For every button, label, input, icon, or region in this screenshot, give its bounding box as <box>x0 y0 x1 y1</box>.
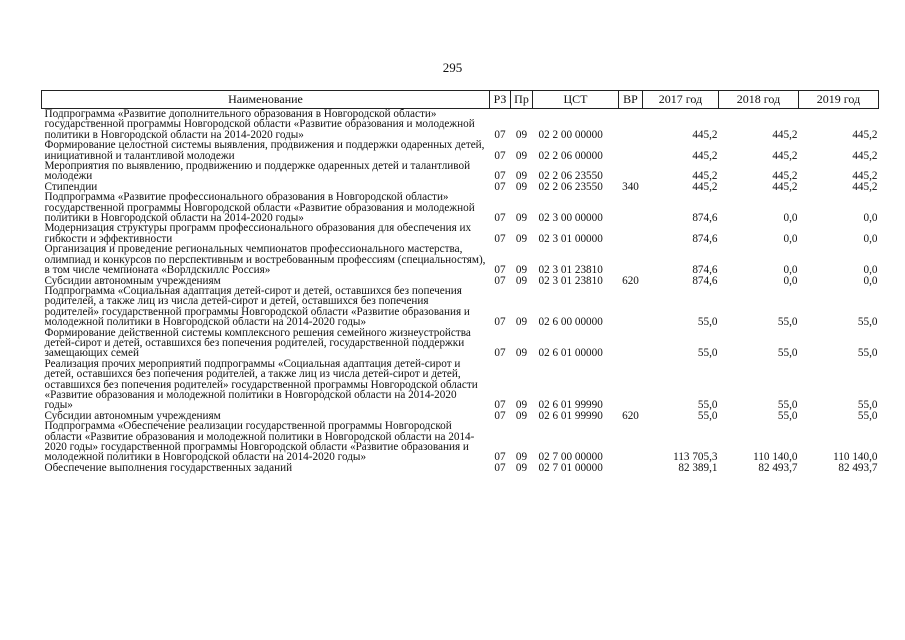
row-rz: 07 <box>494 409 506 422</box>
header-2017: 2017 год <box>643 91 719 109</box>
row-pr: 09 <box>515 399 528 412</box>
header-rz: РЗ <box>490 91 511 109</box>
row-vr <box>619 421 643 463</box>
table-row <box>42 192 879 223</box>
row-value-2019: 110 140,0 <box>833 451 878 464</box>
row-cst: 02 3 01 23810 <box>538 274 603 287</box>
row-name: Стипендии <box>44 180 98 193</box>
row-value-2017: 55,0 <box>697 316 718 329</box>
row-value-2019: 0,0 <box>863 232 878 245</box>
row-value-2017: 55,0 <box>697 399 718 412</box>
row-cst: 02 2 06 23550 <box>538 170 603 183</box>
row-rz: 07 <box>494 347 506 360</box>
row-name: Субсидии автономным учреждениям <box>44 409 221 422</box>
row-value-2017: 874,6 <box>692 212 718 225</box>
row-cst: 02 6 01 00000 <box>538 347 603 360</box>
row-pr: 09 <box>515 409 528 422</box>
row-value-2017: 874,6 <box>692 274 718 287</box>
table-row <box>42 286 879 328</box>
row-name: Подпрограмма «Развитие профессионального образования в Новгородской области» государственной программы Новгородской области «Развитие образования и молодежной политики в Новгородской области на 2014-2020 годы» <box>44 191 475 225</box>
row-vr <box>619 328 643 359</box>
row-rz: 07 <box>494 212 506 225</box>
row-value-2018: 445,2 <box>772 128 798 141</box>
row-value-2017: 445,2 <box>692 170 718 183</box>
table-row <box>42 244 879 275</box>
header-cst: ЦСТ <box>533 91 619 109</box>
row-name: Модернизация структуры программ профессионального образования для обеспечения их гибкости и эффективности <box>44 222 472 245</box>
header-vr: ВР <box>619 91 643 109</box>
row-cst: 02 7 01 00000 <box>538 461 603 474</box>
row-rz: 07 <box>494 461 506 474</box>
row-vr: 340 <box>622 180 639 193</box>
row-vr <box>619 140 643 161</box>
row-name: Подпрограмма «Социальная адаптация детей-сирот и детей, оставшихся без попечения родителей, а также лиц из числа детей-сирот и детей, оставшихся без попечения родителей» государственной программы Новгородской области «Развитие образования и молодежной политики в Новгородской области на 2014-2020 годы» <box>44 284 470 329</box>
header-2019: 2019 год <box>799 91 879 109</box>
table-body <box>42 109 879 474</box>
row-value-2017: 82 389,1 <box>678 461 718 474</box>
row-pr: 09 <box>515 149 528 162</box>
row-pr: 09 <box>515 264 528 277</box>
row-vr <box>619 192 643 223</box>
row-rz: 07 <box>494 316 506 329</box>
row-vr <box>619 286 643 328</box>
row-value-2019: 55,0 <box>857 316 878 329</box>
row-pr: 09 <box>515 128 528 141</box>
row-cst: 02 6 01 99990 <box>538 409 603 422</box>
row-value-2018: 55,0 <box>777 399 798 412</box>
row-rz: 07 <box>494 149 506 162</box>
row-vr <box>619 109 643 141</box>
row-rz: 07 <box>494 170 506 183</box>
table-row <box>42 421 879 463</box>
row-cst: 02 2 06 23550 <box>538 180 603 193</box>
row-vr <box>619 463 643 473</box>
row-name: Субсидии автономным учреждениям <box>44 274 221 287</box>
row-value-2018: 0,0 <box>783 212 798 225</box>
table-row <box>42 109 879 141</box>
row-pr: 09 <box>515 232 528 245</box>
row-name: Реализация прочих мероприятий подпрограммы «Социальная адаптация детей-сирот и детей, оставшихся без попечения родителей, а также лиц из числа детей-сирот и детей, оставшихся без попечения родителей» государственной программы Новгородской области «Развитие образования и молодежной политики в Новгородской области на 2014-2020 годы» <box>44 357 478 412</box>
row-pr: 09 <box>515 347 528 360</box>
row-vr <box>619 359 643 411</box>
row-value-2019: 445,2 <box>852 180 878 193</box>
row-value-2017: 874,6 <box>692 232 718 245</box>
budget-table <box>41 90 879 473</box>
row-rz: 07 <box>494 128 506 141</box>
row-value-2019: 55,0 <box>857 399 878 412</box>
row-rz: 07 <box>494 274 506 287</box>
page-number: 295 <box>442 60 463 75</box>
table-row <box>42 328 879 359</box>
row-name: Формирование действенной системы комплексного решения семейного жизнеустройства детей-сирот и детей, оставшихся без попечения родителей, государственной поддержки замещающих семей <box>44 326 471 360</box>
row-name: Мероприятия по выявлению, продвижению и поддержке одаренных детей и талантливой молодежи <box>44 160 471 183</box>
row-rz: 07 <box>494 399 506 412</box>
row-name: Подпрограмма «Обеспечение реализации государственной программы Новгородской области «Развитие образования и молодежной политики в Новгородской области на 2014-2020 годы» государственной программы Новгородской области «Развитие образования и молодежной политики в Новгородской области на 2014-2020 годы» <box>44 420 475 464</box>
row-vr: 620 <box>622 274 639 287</box>
row-name: Формирование целостной системы выявления, продвижения и поддержки одаренных детей, инициативной и талантливой молодежи <box>44 139 485 162</box>
row-value-2017: 874,6 <box>692 264 718 277</box>
row-value-2019: 55,0 <box>857 347 878 360</box>
row-value-2018: 445,2 <box>772 180 798 193</box>
table-row <box>42 223 879 244</box>
row-value-2018: 445,2 <box>772 149 798 162</box>
row-value-2017: 445,2 <box>692 180 718 193</box>
row-vr <box>619 161 643 182</box>
row-value-2019: 0,0 <box>863 264 878 277</box>
header-pr: Пр <box>511 91 533 109</box>
row-rz: 07 <box>494 180 506 193</box>
row-value-2019: 445,2 <box>852 128 878 141</box>
row-value-2018: 0,0 <box>783 232 798 245</box>
table-row <box>42 161 879 182</box>
row-value-2017: 445,2 <box>692 128 718 141</box>
row-rz: 07 <box>494 451 506 464</box>
row-name: Подпрограмма «Развитие дополнительного образования в Новгородской области» государственной программы Новгородской области «Развитие образования и молодежной политики в Новгородской области на 2014-2020 годы» <box>44 108 475 141</box>
row-pr: 09 <box>515 180 528 193</box>
row-pr: 09 <box>515 274 528 287</box>
table-row <box>42 359 879 411</box>
row-vr <box>619 223 643 244</box>
row-pr: 09 <box>515 316 528 329</box>
row-value-2019: 82 493,7 <box>838 461 878 474</box>
header-2018: 2018 год <box>719 91 799 109</box>
row-value-2019: 0,0 <box>863 274 878 287</box>
row-cst: 02 6 00 00000 <box>538 316 603 329</box>
row-value-2017: 55,0 <box>697 409 718 422</box>
row-value-2019: 445,2 <box>852 170 878 183</box>
row-pr: 09 <box>515 461 528 474</box>
row-cst: 02 3 00 00000 <box>538 212 603 225</box>
row-value-2018: 55,0 <box>777 409 798 422</box>
table-row <box>42 463 879 473</box>
row-value-2018: 55,0 <box>777 316 798 329</box>
row-value-2019: 445,2 <box>852 149 878 162</box>
row-value-2017: 445,2 <box>692 149 718 162</box>
row-pr: 09 <box>515 212 528 225</box>
row-value-2019: 55,0 <box>857 409 878 422</box>
row-cst: 02 2 00 00000 <box>538 128 603 141</box>
row-name: Организация и проведение региональных чемпионатов профессионального мастерства, олимпиад и конкурсов по перспективным и востребованным профессиям (специальностям), в том числе чемпионата «Ворлдскиллс Россия» <box>44 243 486 277</box>
row-name: Обеспечение выполнения государственных заданий <box>44 461 293 474</box>
row-value-2017: 55,0 <box>697 347 718 360</box>
table-row <box>42 140 879 161</box>
row-vr: 620 <box>622 409 639 422</box>
row-rz: 07 <box>494 264 506 277</box>
header-name: Наименование <box>42 91 490 109</box>
row-cst: 02 7 00 00000 <box>538 451 603 464</box>
row-pr: 09 <box>515 451 528 464</box>
row-value-2018: 445,2 <box>772 170 798 183</box>
row-value-2018: 0,0 <box>783 264 798 277</box>
row-value-2018: 82 493,7 <box>758 461 798 474</box>
row-vr <box>619 244 643 275</box>
row-rz: 07 <box>494 232 506 245</box>
row-pr: 09 <box>515 170 528 183</box>
row-cst: 02 3 01 23810 <box>538 264 603 277</box>
row-cst: 02 6 01 99990 <box>538 399 603 412</box>
row-value-2018: 0,0 <box>783 274 798 287</box>
row-value-2019: 0,0 <box>863 212 878 225</box>
row-cst: 02 2 06 00000 <box>538 149 603 162</box>
row-value-2018: 110 140,0 <box>753 451 798 464</box>
row-value-2018: 55,0 <box>777 347 798 360</box>
row-cst: 02 3 01 00000 <box>538 232 603 245</box>
row-value-2017: 113 705,3 <box>673 451 718 464</box>
table-header-row <box>42 91 879 109</box>
